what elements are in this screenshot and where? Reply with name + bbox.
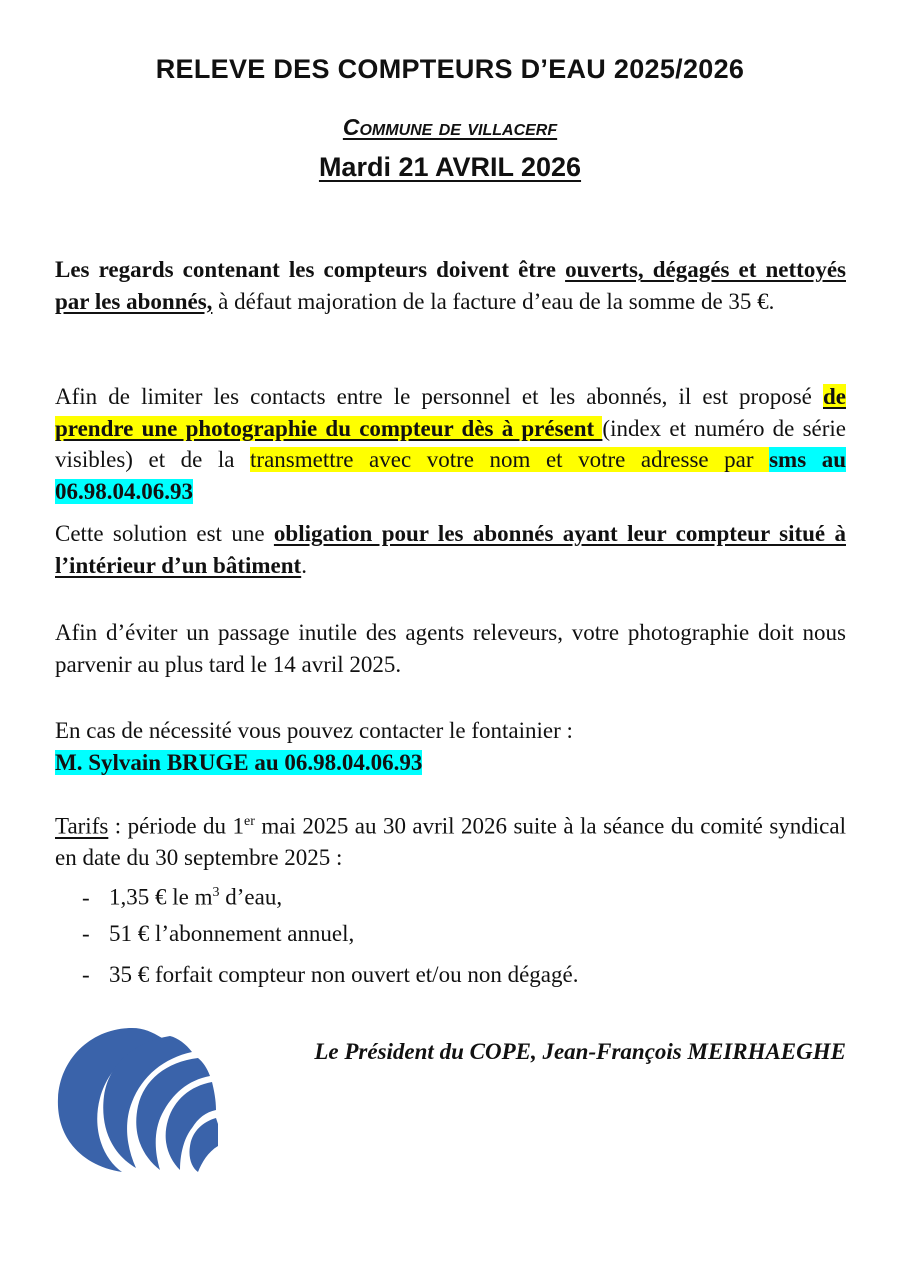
fontainier-contact: M. Sylvain BRUGE au 06.98.04.06.93	[55, 749, 423, 775]
list-item	[82, 918, 578, 959]
signature-line: Le Président du COPE, Jean-François MEIRHAEGHE	[314, 1039, 846, 1064]
tarif-item-1b: d’eau,	[219, 884, 283, 910]
paragraph-photo	[55, 381, 846, 507]
tarifs-list	[82, 877, 578, 1000]
commune-name-text: Commune de villacerf	[342, 114, 558, 140]
obligation-end: .	[301, 552, 307, 578]
document-title: RELEVE DES COMPTEURS D’EAU 2025/2026	[155, 54, 745, 84]
list-item	[82, 877, 578, 918]
list-dash: -	[82, 962, 90, 987]
list-dash: -	[82, 921, 90, 946]
sms-number-highlight: sms au 06.98.04.06.93	[55, 447, 846, 504]
reading-date	[0, 152, 900, 183]
tarifs-intro-a: : période du 1	[108, 813, 245, 839]
contact-line: En cas de nécessité vous pouvez contacter le fontainier :	[55, 718, 573, 743]
paragraph-contact	[55, 715, 846, 778]
paragraph-obligation	[55, 518, 846, 581]
photo-highlight: de prendre une photographie du compteur dès à présent	[55, 384, 846, 441]
cope-logo	[52, 1018, 218, 1174]
reading-date-text: Mardi 21 AVRIL 2026	[318, 152, 582, 182]
tarif-item-2: 51 € l’abonnement annuel,	[109, 921, 355, 946]
obligation-underlined: obligation pour les abonnés ayant leur compteur situé à l’intérieur d’un bâtiment	[55, 521, 846, 578]
tarifs-sup: er	[244, 814, 255, 829]
list-dash: -	[82, 884, 90, 910]
regards-bold: Les regards contenant les compteurs doivent être	[55, 257, 566, 282]
photo-intro: Afin de limiter les contacts entre le personnel et les abonnés, il est proposé	[55, 384, 823, 409]
tarif-item-3: 35 € forfait compteur non ouvert et/ou non dégagé.	[109, 962, 579, 987]
cope-logo-shape	[58, 1028, 218, 1172]
tarifs-label: Tarifs	[55, 813, 109, 839]
commune-name	[0, 114, 900, 141]
paragraph-deadline: Afin d’éviter un passage inutile des agents releveurs, votre photographie doit nous parvenir au plus tard le 14 avril 2025.	[55, 620, 846, 677]
regards-rest: à défaut majoration de la facture d’eau de la somme de 35 €.	[212, 288, 775, 314]
regards-underlined: ouverts, dégagés et nettoyés par les abonnés,	[55, 257, 846, 314]
paragraph-regards	[55, 254, 846, 317]
list-item	[82, 959, 578, 1000]
tarifs-intro-b: mai 2025 au 30 avril 2026 suite à la séance du comité syndical en date du 30 septembre 2025 :	[55, 813, 846, 871]
tarif-item-1a: 1,35 € le m	[109, 884, 213, 910]
tarif-item-1-sup: 3	[212, 885, 220, 900]
photo-middle: (index et numéro de série visibles) et de la	[55, 415, 846, 472]
photo-transmit-highlight: transmettre avec votre nom et votre adresse par	[250, 447, 770, 472]
paragraph-tarifs	[55, 806, 846, 874]
obligation-intro: Cette solution est une	[55, 521, 274, 546]
